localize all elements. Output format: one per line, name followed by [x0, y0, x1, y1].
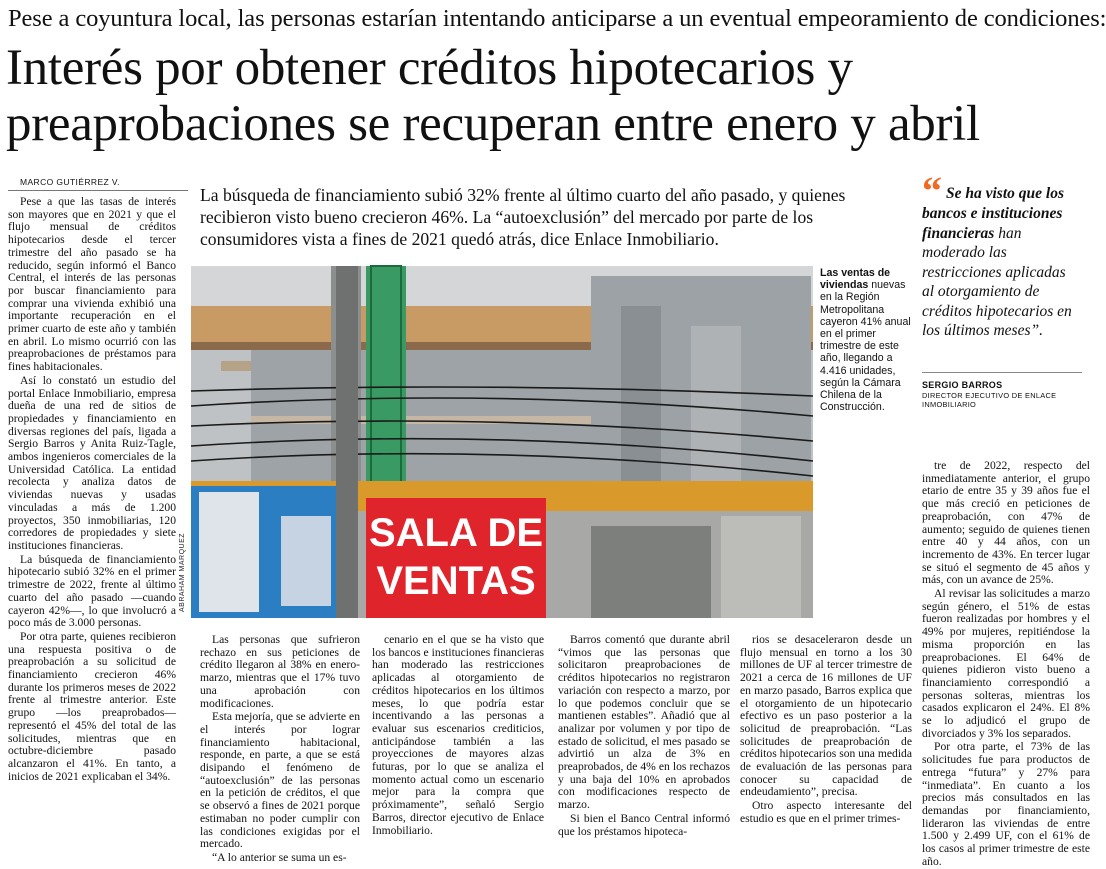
body-paragraph: Barros comentó que durante abril “vimos que las personas que solicitaron preaprobaciones de créditos hipotecarios no registraron variación con respecto a marzo, por lo que podemos concluir que se mantienen estables”. Añadió que al analizar por volumen y por tipo de estado de solicitud, el mes pasado se advirtió un alza de 3% en preaprobados, de 4% en los rechazos y una baja del 10% en aprobados con modificaciones respecto de marzo.	[558, 633, 730, 812]
body-paragraph: La búsqueda de financiamiento hipotecario subió 32% en el primer trimestre de 2022, frente al último cuarto del año pasado —cuando cayeron 42%—, lo que involucró a poco más de 3.000 personas.	[8, 552, 176, 630]
body-paragraph: cenario en el que se ha visto que los bancos e instituciones financieras han moderado las restricciones aplicadas al otorgamiento de créditos hipotecarios en los últimos meses, lo que podría estar incentivando a las personas a evaluar sus escenarios crediticios, anticipándose también a las proyecciones de mayores alzas futuras, por lo que se analiza el momento actual como un escenario mejor para la compra que próximamente”, señaló Sergio Barros, director ejecutivo de Enlace Inmobiliario.	[372, 633, 544, 837]
quote-divider	[922, 372, 1082, 373]
body-paragraph: Esta mejoría, que se advierte en el interés por lograr financiamiento habitacional, responde, en parte, a que se está disipando el fenómeno de “autoexclusión” de las personas en la petición de créditos, el que se observó a fines de 2021 porque estimaban no poder cumplir con las condiciones exigidas por el mercado.	[200, 710, 360, 851]
body-paragraph: Por otra parte, el 73% de las solicitudes fue para productos de entrega “futura” y 27% para “inmediata”. En cuanto a los precios más consultados en las demandas por financiamiento, lideraron las viviendas de entre 1.500 y 2.499 UF, con el 61% de los casos al primer trimestre de este año.	[922, 740, 1090, 868]
article-kicker: Pese a coyuntura local, las personas estarían intentando anticiparse a un eventual empeoramiento de condiciones:	[8, 5, 1106, 32]
photo-credit: ABRAHAM MARQUEZ	[179, 532, 186, 612]
body-paragraph: Si bien el Banco Central informó que los préstamos hipoteca-	[558, 811, 730, 838]
article-deck: La búsqueda de financiamiento subió 32% frente al último cuarto del año pasado, y quienes recibieron visto bueno crecieron 46%. La “autoexclusión” del mercado por parte de los consumidores vista a fines de 2021 quedó atrás, dice Enlace Inmobiliario.	[200, 185, 846, 249]
body-paragraph: rios se desaceleraron desde un flujo mensual en torno a los 30 millones de UF al tercer trimestre de 2021 a cerca de 16 millones de UF en marzo pasado, Barros explica que el otorgamiento de un hipotecario efectivo es un paso posterior a la solicitud de preaprobación. “Las solicitudes de preaprobación de créditos hipotecarios son una medida de evaluación de las personas para conocer su capacidad de endeudamiento”, precisa.	[740, 633, 912, 799]
quote-mark-icon: “	[922, 168, 942, 213]
construction-site-image	[191, 266, 813, 618]
photo-caption-text: nuevas en la Región Metropolitana cayeron 41% anual en el primer trimestre de este año, llegando a 4.416 unidades, según la Cámara Chilena de la Construcción.	[820, 279, 911, 414]
quote-source-role: DIRECTOR EJECUTIVO DE ENLACE INMOBILIARIO	[922, 391, 1057, 409]
body-paragraph: Las personas que sufrieron rechazo en sus peticiones de crédito llegaron al 38% en enero-marzo, mientras que el 17% tuvo una aprobación con modificaciones.	[200, 633, 360, 710]
article-headline: Interés por obtener créditos hipotecarios y preaprobaciones se recuperan entre enero y abril	[6, 40, 980, 152]
pull-quote-text: han moderado las restricciones aplicadas al otorgamiento de créditos hipotecarios en los últimos meses”.	[922, 224, 1072, 339]
body-paragraph: Al revisar las solicitudes a marzo según género, el 51% de estas fueron realizadas por hombres y el 49% por mujeres, repitiéndose la misma proporción en las preaprobaciones. El 64% de quienes pidieron visto bueno a financiamiento correspondió a personas solteras, mientras los casados explicaron el 24%. El 8% se lo adjudicó el grupo de divorciados y 3% los separados.	[922, 587, 1090, 740]
news-photo	[191, 266, 813, 618]
body-column-3	[372, 634, 544, 848]
quote-source-name: SERGIO BARROS	[922, 380, 1003, 390]
body-paragraph: Así lo constató un estudio del portal Enlace Inmobiliario, empresa dueña de una red de sitios de propiedades y financiamiento en diversas regiones del país, ligada a Sergio Barros y Anita Ruiz-Tagle, ambos ingenieros comerciales de la Universidad Católica. La entidad recolecta y analiza datos de viviendas nuevas y usadas vinculadas a más de 1.200 proyectos, 350 inmobiliarias, 120 corredores de propiedades y siete instituciones financieras.	[8, 373, 176, 552]
body-paragraph: “A lo anterior se suma un es-	[212, 850, 347, 864]
body-column-2	[200, 633, 360, 864]
photo-caption-lead: Las ventas de viviendas	[820, 267, 891, 292]
pull-quote-bold: Se ha visto que los bancos e instituciones financieras	[922, 185, 1064, 242]
sign-line-1: SALA DE	[368, 511, 544, 555]
body-paragraph: Pese a que las tasas de interés son mayores que en 2021 y que el flujo mensual de créditos hipotecarios desde el tercer trimestre del año pasado se ha reducido, según informó el Banco Central, el interés de las personas por buscar financiamiento para comprar una vivienda exhibió una importante recuperación en el primer cuarto de este año y también en abril. Lo mismo ocurrió con las preaprobaciones de préstamos para fines habitacionales.	[8, 195, 176, 374]
photo-caption	[820, 267, 912, 413]
pull-quote	[922, 168, 1074, 341]
byline: MARCO GUTIÉRREZ V.	[20, 177, 120, 187]
sign-line-2: VENTAS	[376, 559, 536, 603]
body-column-4	[558, 634, 730, 848]
body-paragraph: tre de 2022, respecto del inmediatamente anterior, el grupo etario de entre 35 y 39 años fue el que más creció en peticiones de preaprobación, con 47% de aumento; seguido de quienes tienen entre 40 y 44 años, con un incremento de 43%. En tercer lugar se situó el segmento de 45 años y más, con un avance de 25%.	[922, 459, 1090, 587]
body-column-5	[740, 634, 912, 848]
byline-divider	[8, 190, 188, 191]
body-column-6	[922, 459, 1090, 868]
body-column-1	[8, 196, 176, 846]
body-paragraph: Por otra parte, quienes recibieron una respuesta positiva o de preaprobación a su solicitud de financiamiento crecieron 46% durante los primeros meses de 2022 frente al trimestre anterior. Este grupo —los preaprobados— representó el 45% del total de las solicitudes, mientras que en octubre-diciembre pasado alcanzaron el 41%. En tanto, a inicios de 2021 explicaban el 34%.	[8, 629, 176, 783]
body-paragraph: Otro aspecto interesante del estudio es que en el primer trimes-	[740, 799, 912, 825]
